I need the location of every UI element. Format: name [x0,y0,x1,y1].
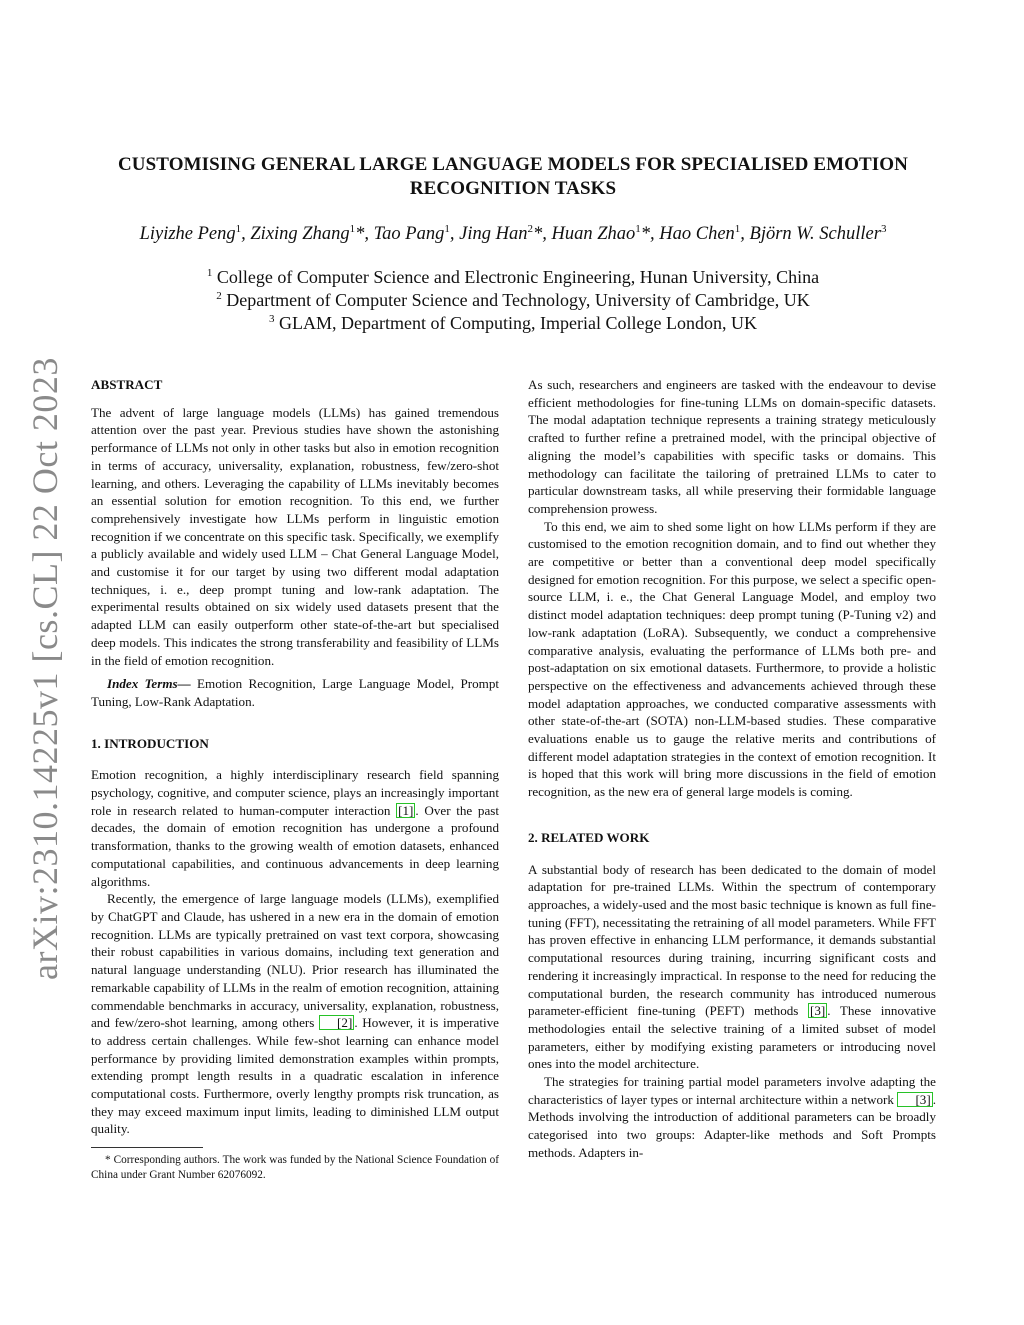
footnote-block [91,1147,499,1182]
citation-link[interactable]: [3] [809,1003,826,1019]
abstract-heading: ABSTRACT [91,377,163,392]
affiliation: $^3$ GLAM, Department of Computing, Imperial College London, UK [269,313,757,333]
title-line-2: RECOGNITION TASKS [409,178,617,199]
right-column [528,376,936,1162]
author: Jing Han$^2$*, [459,223,552,244]
author: Huan Zhao$^1$*, [551,223,660,244]
index-terms: Index Terms— Emotion Recognition, Large Language Model, Prompt Tuning, Low-Rank Adaptation. [91,676,499,709]
left-column [91,376,499,1182]
intro-paragraph: As such, researchers and engineers are tasked with the endeavour to devise efficient methodologies for fine-tuning LLMs on domain-specific datasets. The modal adaptation technique represents a training strategy meticulously crafted to further refine a pretrained model, with the principal objective of aligning the model’s capabilities with specific tasks or domains. This methodology can facilitate the tailoring of pretrained LLMs to cater to particular downstream tasks, all while preserving their formidable language comprehension prowess. [528,377,936,516]
abstract-body: The advent of large language models (LLMs) has gained tremendous attention over the past year. Previous studies have shown the astonishing performance of LLMs not only in other tasks but also in emotion recognition in terms of accuracy, universality, explanation, robustness, few/zero-shot learning, and others. Leveraging the capability of LLMs inevitably becomes an essential solution for emotion recognition. To this end, we further comprehensively investigate how LLMs perform in linguistic emotion recognition if we concentrate on this specific task. Specifically, we exemplify a publicly available and widely used LLM – Chat General Language Model, and customise it for our target by using two different modal adaptation techniques, i. e., deep prompt tuning and low-rank adaptation. The experimental results obtained on six widely used datasets present that the adapted LLM can easily outperform other state-of-the-art but specialised deep models. This indicates the strong transferability and feasibility of LLMs in the field of emotion recognition. [91,404,499,668]
author: Hao Chen$^1$, [659,223,750,244]
citation-link[interactable]: [3] [897,1092,932,1107]
affiliation: $^1$ College of Computer Science and Electronic Engineering, Hunan University, China [206,267,820,287]
author: Björn W. Schuller$^3$ [749,223,887,244]
related-paragraph: A substantial body of research has been dedicated to the domain of model adaptation for pre-trained LLMs. Within the spectrum of contemporary approaches, a widely-used and the most basic technique is known as full fine-tuning (FFT), necessitating the retraining of all model parameters. While FFT has proven effective in enhancing LLM performance, it demands substantial computational resources during training, incurring significant costs and rendering it increasingly impractical. In response to the need for reducing the computational burden, the research community has introduced numerous parameter-efficient fine-tuning (PEFT) methods [3] . These innovative methodologies entail the selective training of a limited subset of model parameters, either by modifying existing parameters or introducing novel ones into the model architecture. [528,861,936,1072]
intro-paragraph: Emotion recognition, a highly interdisciplinary research field spanning psychology, cognitive, and computer science, plays an increasingly important role in research related to human-computer interaction [1] . Over the past decades, the domain of emotion recognition has undergone a profound transformation, thanks to the growing wealth of emotion datasets, enhanced computational capabilities, and continuous advancements in deep learning algorithms. [91,767,499,889]
footnote-divider [91,1147,203,1148]
paper-title [90,153,936,201]
affiliations [90,266,936,335]
footnote: * Corresponding authors. The work was funded by the National Science Foundation of China under Grant Number 62076092. [91,1154,499,1181]
citation-link[interactable]: [2] [319,1015,354,1030]
affiliation: $^2$ Department of Computer Science and Technology, University of Cambridge, UK [216,290,810,310]
arxiv-stamp [20,357,70,980]
arxiv-identifier: arXiv:2310.14225v1 [cs.CL] 22 Oct 2023 [25,357,65,980]
author: Liyizhe Peng$^1$, [139,223,251,244]
title-line-1: CUSTOMISING GENERAL LARGE LANGUAGE MODELS FOR SPECIALISED EMOTION [117,154,909,175]
introduction-heading: 1. INTRODUCTION [91,735,209,751]
intro-paragraph: To this end, we aim to shed some light on how LLMs perform if they are customised to the emotion recognition domain, and to find out whether they are competitive or better than a conventional deep model specifically designed for emotion recognition. For this purpose, we select a specific open-source LLM, i. e., the Chat General Language Model, and employ two distinct model adaptation techniques: deep prompt tuning (P-Tuning v2) and low-rank adaptation (LoRA). Subsequently, we conduct a comprehensive comparative analysis, evaluating the performance of LLMs both pre- and post-adaptation on six emotional datasets. Furthermore, to provide a holistic perspective on the effectiveness and advancements achieved through these model adaptation approaches, we conducted comparative assessments with other state-of-the-art (SOTA) non-LLM-based studies. These comparative evaluations enable us to gauge the relative merits and contributions of different model adaptation strategies in the context of emotion recognition. It is hoped that this work will bring more discussions in the field of emotion recognition, as the new era of general large models is coming. [528,518,936,800]
author-list [60,222,966,246]
intro-paragraph: Recently, the emergence of large language models (LLMs), exemplified by ChatGPT and Claude, has ushered in a new era in the domain of emotion recognition. LLMs are typically pretrained on vast text corpora, showcasing their robust capabilities in various domains, including text generation and natural language understanding (NLU). Prior research has illuminated the remarkable capability of LLMs in the realm of emotion recognition, attaining commendable benchmarks in accuracy, universality, explanation, robustness, and few/zero-shot learning, among others [2] . However, it is imperative to address certain challenges. While few-shot learning can enhance model performance by providing limited demonstration examples within prompts, extending prompt length results in a quadratic escalation in inference computational costs. Furthermore, overly lengthy prompts risk truncation, as they may exceed maximum input limits, leading to diminished LLM output quality. [91,891,499,1137]
citation-link[interactable]: [1] [398,802,414,818]
related-paragraph: The strategies for training partial model parameters involve adapting the characteristics of layer types or internal architecture within a network [3] . Methods involving the introduction of additional parameters can be broadly categorised into two groups: Adapter-like methods and Soft Prompts methods. Adapters in- [528,1074,936,1160]
author: Tao Pang$^1$, [373,223,460,244]
index-terms-label: Index Terms— [107,676,191,692]
related-work-heading: 2. RELATED WORK [528,829,650,845]
author: Zixing Zhang$^1$*, [250,223,374,244]
